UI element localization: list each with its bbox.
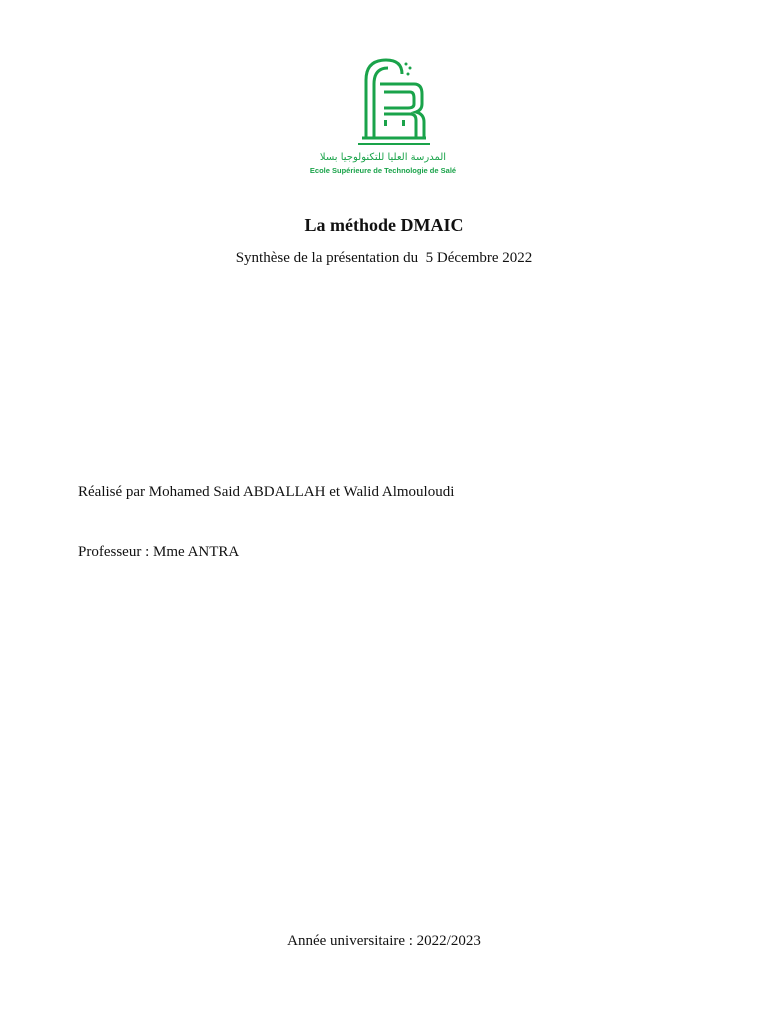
school-logo-icon bbox=[309, 54, 457, 178]
academic-year-line: Année universitaire : 2022/2023 bbox=[287, 933, 481, 949]
document-title: La méthode DMAIC bbox=[304, 215, 464, 235]
school-logo bbox=[309, 54, 457, 178]
authors-line: Réalisé par Mohamed Said ABDALLAH et Walid Almouloudi bbox=[78, 484, 455, 500]
logo-french-text: Ecole Supérieure de Technologie de Salé bbox=[309, 166, 457, 175]
professor-line: Professeur : Mme ANTRA bbox=[78, 544, 240, 560]
document-subtitle: Synthèse de la présentation du 5 Décembre 2022 bbox=[235, 250, 533, 266]
logo-arabic-text: المدرسة العليا للتكنولوجيا بسلا bbox=[319, 152, 447, 163]
